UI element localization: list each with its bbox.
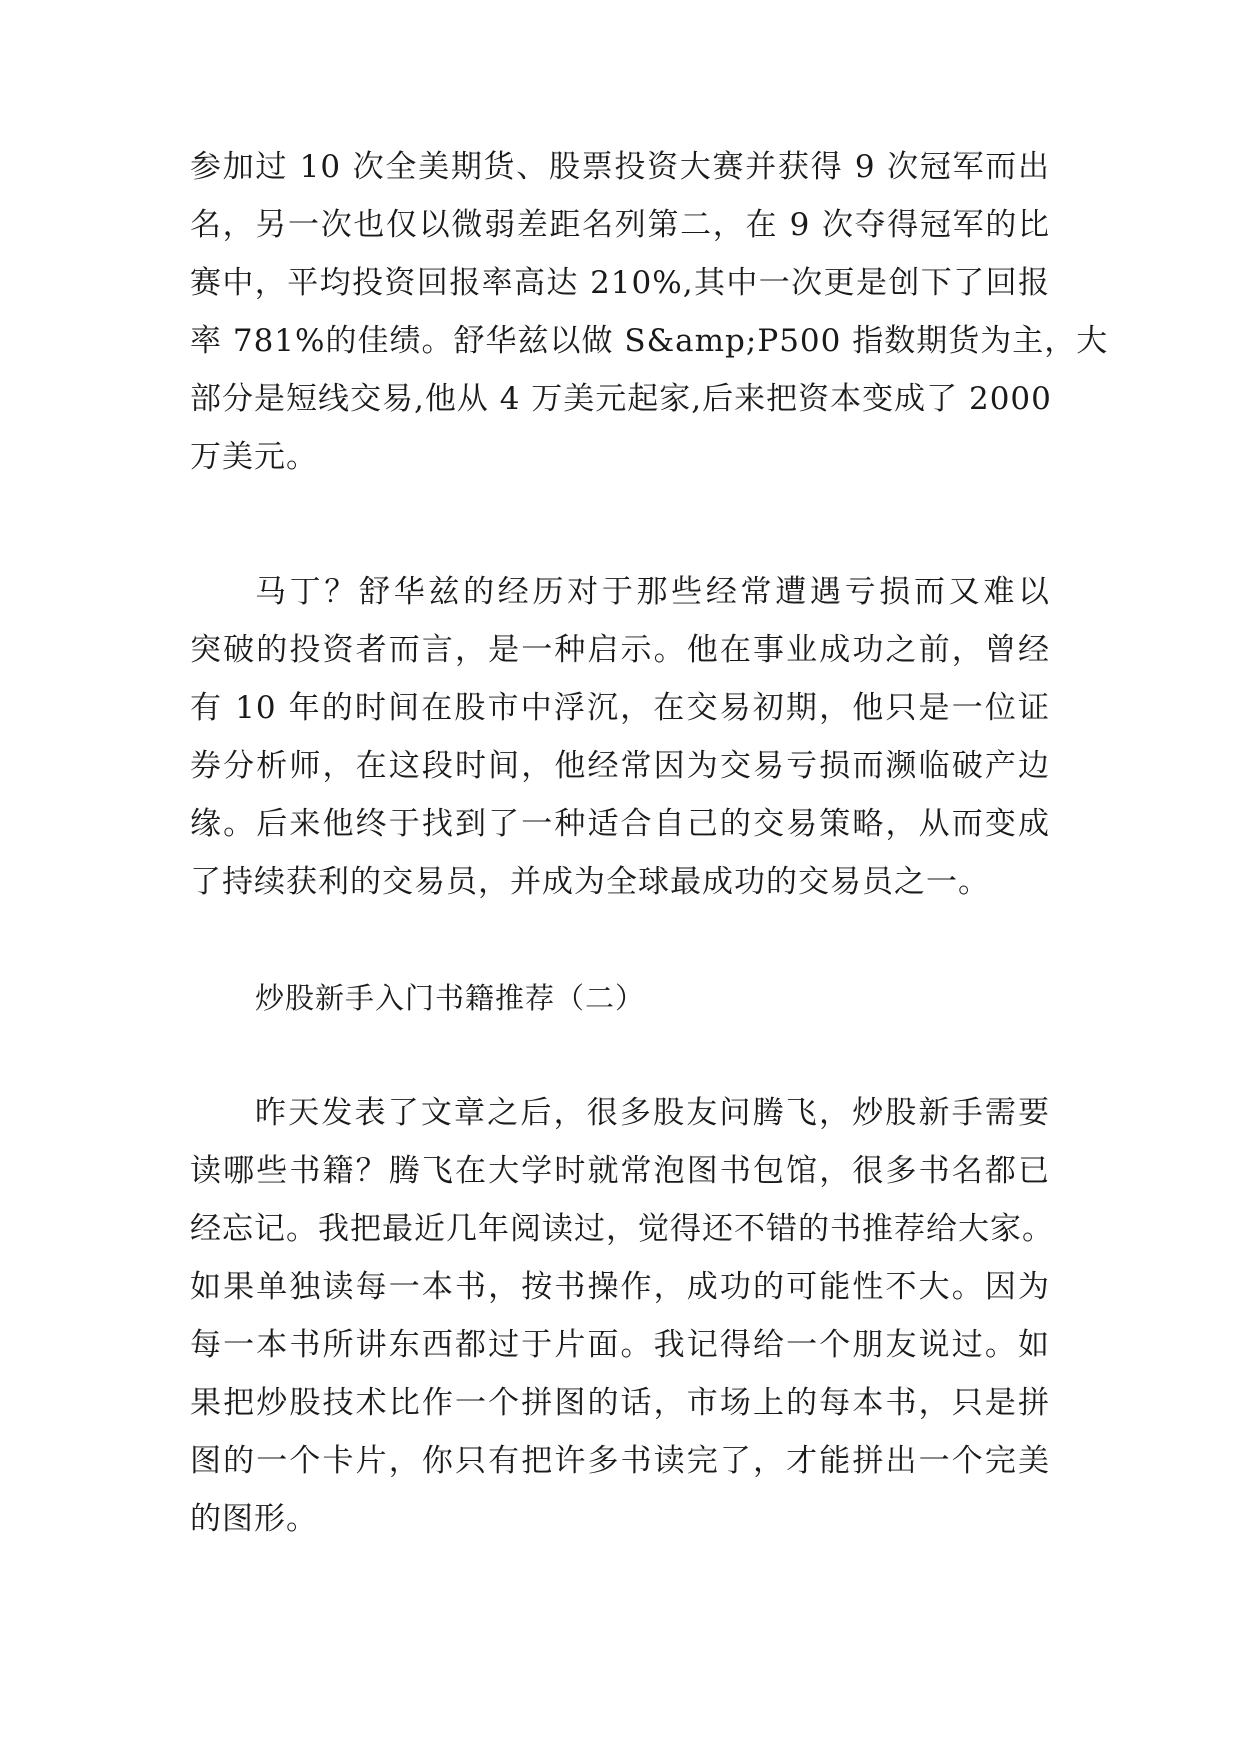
paragraph-3-line-8: 的图形。 xyxy=(190,1501,318,1537)
paragraph-1-line-2: 名，另一次也仅以微弱差距名列第二，在 9 次夺得冠军的比 xyxy=(190,207,1050,243)
paragraph-2-line-6: 了持续获利的交易员，并成为全球最成功的交易员之一。 xyxy=(190,864,990,900)
paragraph-3-line-3: 经忘记。我把最近几年阅读过，觉得还不错的书推荐给大家。 xyxy=(190,1211,1054,1247)
paragraph-1-line-6: 万美元。 xyxy=(190,439,318,475)
paragraph-3-line-6: 果把炒股技术比作一个拼图的话，市场上的每本书，只是拼 xyxy=(190,1385,1050,1421)
paragraph-3-line-7: 图的一个卡片，你只有把许多书读完了，才能拼出一个完美 xyxy=(190,1443,1050,1479)
paragraph-3-line-5: 每一本书所讲东西都过于片面。我记得给一个朋友说过。如 xyxy=(190,1327,1050,1363)
paragraph-3-line-1: 昨天发表了文章之后，很多股友问腾飞，炒股新手需要 xyxy=(255,1095,1050,1131)
paragraph-1-line-3: 赛中，平均投资回报率高达 210%,其中一次更是创下了回报 xyxy=(190,265,1050,301)
paragraph-2-line-1: 马丁？舒华兹的经历对于那些经常遭遇亏损而又难以 xyxy=(255,574,1050,610)
paragraph-2-line-4: 券分析师，在这段时间，他经常因为交易亏损而濒临破产边 xyxy=(190,748,1050,784)
paragraph-3-line-4: 如果单独读每一本书，按书操作，成功的可能性不大。因为 xyxy=(190,1269,1050,1305)
paragraph-1-line-4: 率 781%的佳绩。舒华兹以做 S&amp;P500 指数期货为主，大 xyxy=(190,323,1109,359)
paragraph-2-line-5: 缘。后来他终于找到了一种适合自己的交易策略，从而变成 xyxy=(190,806,1050,842)
paragraph-1-line-1: 参加过 10 次全美期货、股票投资大赛并获得 9 次冠军而出 xyxy=(190,149,1050,185)
paragraph-1-line-5: 部分是短线交易,他从 4 万美元起家,后来把资本变成了 2000 xyxy=(190,381,1052,417)
paragraph-3-line-2: 读哪些书籍？腾飞在大学时就常泡图书包馆，很多书名都已 xyxy=(190,1153,1050,1189)
section-heading: 炒股新手入门书籍推荐（二） xyxy=(255,981,646,1015)
paragraph-2-line-2: 突破的投资者而言，是一种启示。他在事业成功之前，曾经 xyxy=(190,632,1050,668)
paragraph-2-line-3: 有 10 年的时间在股市中浮沉，在交易初期，他只是一位证 xyxy=(190,690,1050,726)
